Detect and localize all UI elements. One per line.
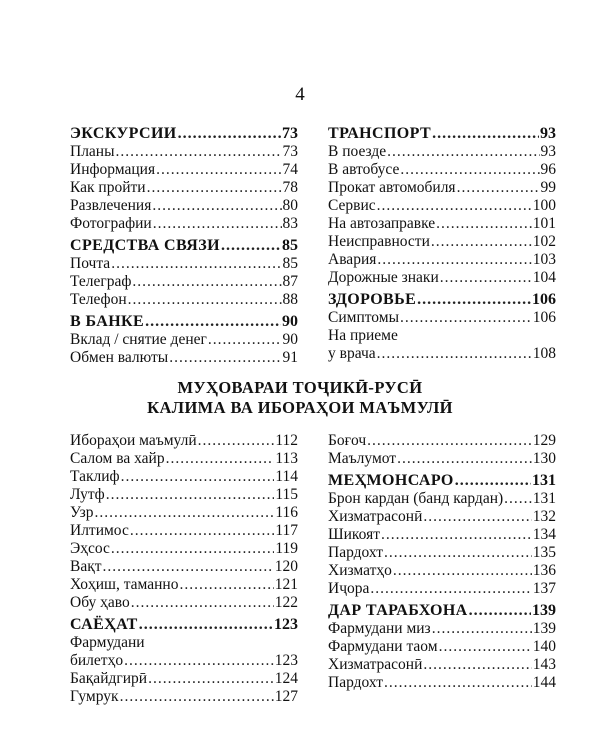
toc-entry-page: 144 — [532, 674, 556, 691]
toc-entry — [328, 143, 556, 161]
toc-entry-title: Лутф — [70, 486, 105, 503]
dot-leader — [432, 125, 539, 143]
toc-entry — [328, 197, 556, 215]
dot-leader — [156, 161, 281, 179]
dot-leader — [120, 688, 274, 706]
toc-entry-title: Информация — [70, 161, 156, 178]
toc-entry-title: Маълумот — [328, 450, 397, 467]
dot-leader — [103, 558, 274, 576]
toc-entry-title: Фотографии — [70, 215, 152, 232]
toc-entry-title: Сервис — [328, 197, 376, 214]
toc-entry-page: 123 — [274, 616, 298, 633]
toc-entry — [70, 331, 298, 349]
toc-entry-page: 102 — [532, 233, 556, 250]
toc-entry-title: Гумрук — [70, 688, 119, 705]
toc-entry — [70, 486, 298, 504]
toc-section-heading — [328, 125, 556, 143]
toc-entry — [328, 215, 556, 233]
dot-leader — [439, 638, 532, 656]
toc-entry — [70, 558, 298, 576]
dot-leader — [198, 432, 275, 450]
toc-entry — [70, 594, 298, 612]
toc-entry-title: у врача — [328, 345, 376, 362]
toc-entry — [328, 269, 556, 287]
toc-entry — [70, 504, 298, 522]
toc-entry — [328, 309, 556, 327]
toc-entry-title: Брон кардан (банд кардан) — [328, 490, 504, 507]
toc-entry-page: 115 — [275, 486, 298, 503]
toc-entry-title: САЁҲАТ — [70, 616, 138, 633]
toc-entry — [70, 291, 298, 309]
dot-leader — [432, 620, 532, 638]
dot-leader — [106, 486, 275, 504]
toc-entry — [328, 161, 556, 179]
toc-entry-title: Хизматрасонӣ — [328, 508, 423, 525]
toc-entry — [70, 634, 298, 652]
toc-entry-title: Пардохт — [328, 674, 384, 691]
toc-entry — [328, 544, 556, 562]
dot-leader — [166, 450, 275, 468]
toc-entry — [328, 345, 556, 363]
dot-leader — [128, 291, 282, 309]
toc-entry-title: Симптомы — [328, 309, 399, 326]
toc-entry-page: 99 — [540, 179, 556, 196]
toc-entry-title: ТРАНСПОРТ — [328, 125, 432, 142]
toc-entry-page: 106 — [532, 309, 556, 326]
dot-leader — [178, 125, 281, 143]
toc-entry — [70, 197, 298, 215]
dot-leader — [381, 526, 532, 544]
toc-entry — [328, 251, 556, 269]
dot-leader — [397, 450, 532, 468]
toc-entry-title: На приеме — [328, 327, 398, 344]
toc-section-heading — [70, 616, 298, 634]
toc-entry-page: 131 — [532, 490, 556, 507]
dot-leader — [457, 179, 540, 197]
toc-entry-title: Почта — [70, 255, 111, 272]
toc-section-heading — [328, 291, 556, 309]
toc-entry-page: 96 — [540, 161, 556, 178]
toc-entry — [328, 508, 556, 526]
toc-entry — [70, 349, 298, 367]
toc-entry-page: 85 — [282, 237, 298, 254]
dot-leader — [384, 674, 532, 692]
toc-entry-page: 127 — [274, 688, 298, 705]
dot-leader — [377, 345, 532, 363]
toc-entry-title: Вақт — [70, 558, 102, 575]
toc-entry-title: В автобусе — [328, 161, 400, 178]
toc-top-right-column — [328, 125, 556, 363]
toc-entry-title: Фармудани — [70, 634, 145, 651]
toc-entry-title: Развлечения — [70, 197, 152, 214]
toc-entry-page: 119 — [275, 540, 298, 557]
toc-entry-page: 130 — [532, 450, 556, 467]
dot-leader — [377, 251, 531, 269]
toc-entry-page: 132 — [532, 508, 556, 525]
dot-leader — [221, 237, 281, 255]
toc-entry-title: Салом ва хайр — [70, 450, 165, 467]
dot-leader — [124, 652, 274, 670]
toc-bottom-right-column — [328, 432, 556, 692]
toc-entry-page: 100 — [532, 197, 556, 214]
dot-leader — [367, 432, 532, 450]
dot-leader — [400, 309, 532, 327]
toc-entry — [70, 688, 298, 706]
toc-entry — [328, 432, 556, 450]
toc-entry-page: 90 — [282, 313, 298, 330]
toc-entry-page: 87 — [282, 273, 298, 290]
toc-entry — [328, 638, 556, 656]
toc-entry-page: 103 — [532, 251, 556, 268]
toc-entry-title: ЭКСКУРСИИ — [70, 125, 177, 142]
toc-entry-page: 117 — [275, 522, 298, 539]
dot-leader — [384, 544, 532, 562]
toc-entry-page: 139 — [532, 620, 556, 637]
toc-entry-page: 78 — [282, 179, 298, 196]
toc-entry — [328, 526, 556, 544]
toc-entry-title: Дорожные знаки — [328, 269, 439, 286]
toc-entry-page: 104 — [532, 269, 556, 286]
toc-entry — [328, 580, 556, 598]
toc-entry — [70, 450, 298, 468]
toc-entry-page: 80 — [282, 197, 298, 214]
toc-entry — [328, 620, 556, 638]
dot-leader — [208, 331, 282, 349]
section-title-line-2: КАЛИМА ВА ИБОРАҲОИ МАЪМУЛӢ — [147, 398, 453, 417]
toc-entry-page: 135 — [532, 544, 556, 561]
toc-entry-title: Как пройти — [70, 179, 146, 196]
dot-leader — [145, 313, 281, 331]
toc-entry-title: Эҳсос — [70, 540, 110, 557]
toc-entry-page: 124 — [274, 670, 298, 687]
toc-entry-title: Таклиф — [70, 468, 120, 485]
toc-entry-page: 88 — [282, 291, 298, 308]
dot-leader — [132, 273, 281, 291]
toc-section-heading — [70, 313, 298, 331]
toc-entry — [328, 179, 556, 197]
toc-entry — [70, 255, 298, 273]
toc-entry-page: 120 — [274, 558, 298, 575]
toc-entry-page: 90 — [282, 331, 298, 348]
toc-entry-title: Фармудани миз — [328, 620, 431, 637]
toc-entry-title: Ибораҳои маъмулӣ — [70, 432, 197, 449]
dot-leader — [147, 179, 282, 197]
toc-entry-title: ДАР ТАРАБХОНА — [328, 602, 468, 619]
toc-entry-title: билетҳо — [70, 652, 124, 669]
toc-entry-title: Хоҳиш, таманно — [70, 576, 179, 593]
dot-leader — [417, 291, 531, 309]
dot-leader — [169, 349, 281, 367]
toc-entry — [70, 432, 298, 450]
toc-entry-page: 121 — [274, 576, 298, 593]
toc-entry-page: 143 — [532, 656, 556, 673]
toc-entry-title: Обу ҳаво — [70, 594, 130, 611]
toc-entry-title: ЗДОРОВЬЕ — [328, 291, 417, 308]
toc-entry — [70, 468, 298, 486]
toc-entry-page: 114 — [275, 468, 298, 485]
toc-entry-page: 137 — [532, 580, 556, 597]
toc-entry — [328, 327, 556, 345]
toc-entry-page: 73 — [282, 125, 298, 142]
dot-leader — [153, 215, 282, 233]
dot-leader — [393, 562, 532, 580]
toc-entry-title: Телефон — [70, 291, 127, 308]
toc-entry — [328, 674, 556, 692]
toc-entry-page: 139 — [532, 602, 556, 619]
dot-leader — [387, 143, 539, 161]
toc-entry — [328, 450, 556, 468]
toc-entry — [70, 540, 298, 558]
toc-entry — [328, 490, 556, 508]
toc-entry-page: 140 — [532, 638, 556, 655]
toc-entry — [70, 215, 298, 233]
toc-entry-title: Бақайдгирӣ — [70, 670, 148, 687]
toc-entry — [70, 522, 298, 540]
toc-entry-page: 122 — [274, 594, 298, 611]
toc-entry-title: На автозаправке — [328, 215, 436, 232]
dot-leader — [116, 143, 282, 161]
toc-entry-page: 85 — [282, 255, 298, 272]
toc-entry — [70, 652, 298, 670]
toc-entry-page: 74 — [282, 161, 298, 178]
toc-entry-page: 93 — [540, 125, 556, 142]
toc-entry-page: 134 — [532, 526, 556, 543]
toc-entry — [328, 233, 556, 251]
toc-entry-title: Фармудани таом — [328, 638, 438, 655]
dot-leader — [370, 580, 531, 598]
toc-entry-page: 73 — [282, 143, 298, 160]
toc-bottom-left-column — [70, 432, 298, 706]
dot-leader — [469, 602, 531, 620]
toc-entry-page: 108 — [532, 345, 556, 362]
dot-leader — [377, 197, 532, 215]
toc-entry-page: 129 — [532, 432, 556, 449]
dot-leader — [111, 540, 274, 558]
dot-leader — [436, 215, 532, 233]
toc-entry — [328, 656, 556, 674]
toc-entry-title: В БАНКЕ — [70, 313, 145, 330]
toc-entry-page: 112 — [275, 432, 298, 449]
toc-entry-page: 91 — [282, 349, 298, 366]
dot-leader — [130, 522, 274, 540]
toc-entry-page: 83 — [282, 215, 298, 232]
toc-entry-title: СРЕДСТВА СВЯЗИ — [70, 237, 220, 254]
toc-entry-title: Илтимос — [70, 522, 129, 539]
toc-section-heading — [328, 602, 556, 620]
dot-leader — [440, 269, 532, 287]
toc-entry-title: Иҷора — [328, 580, 370, 597]
toc-section-heading — [70, 125, 298, 143]
page-number: 4 — [295, 84, 305, 105]
toc-entry-title: Неисправности — [328, 233, 430, 250]
toc-entry — [70, 273, 298, 291]
toc-entry-title: Шикоят — [328, 526, 381, 543]
toc-entry-title: Телеграф — [70, 273, 132, 290]
dot-leader — [423, 656, 531, 674]
toc-entry — [328, 562, 556, 580]
toc-entry — [70, 143, 298, 161]
toc-entry-title: Прокат автомобиля — [328, 179, 456, 196]
toc-entry-title: Авария — [328, 251, 377, 268]
toc-entry-title: Обмен валюты — [70, 349, 169, 366]
toc-section-heading — [328, 472, 556, 490]
toc-entry-title: Вклад / снятие денег — [70, 331, 207, 348]
toc-entry-title: Пардохт — [328, 544, 384, 561]
toc-entry-title: Боғоч — [328, 432, 367, 449]
toc-entry — [70, 576, 298, 594]
dot-leader — [179, 576, 273, 594]
dot-leader — [111, 255, 281, 273]
toc-entry-title: Хизматҳо — [328, 562, 392, 579]
dot-leader — [431, 233, 532, 251]
dot-leader — [139, 616, 273, 634]
dot-leader — [423, 508, 531, 526]
toc-entry — [70, 670, 298, 688]
toc-entry-page: 136 — [532, 562, 556, 579]
toc-entry-page: 93 — [540, 143, 556, 160]
dot-leader — [152, 197, 281, 215]
dot-leader — [131, 594, 274, 612]
toc-entry-title: Планы — [70, 143, 115, 160]
toc-entry-title: Узр — [70, 504, 94, 521]
dot-leader — [121, 468, 275, 486]
dot-leader — [148, 670, 274, 688]
section-title-line-1: МУҲОВАРАИ ТОҶИКӢ-РУСӢ — [177, 378, 423, 397]
dot-leader — [504, 490, 532, 508]
toc-entry-page: 123 — [274, 652, 298, 669]
toc-top-left-column — [70, 125, 298, 367]
toc-entry-page: 101 — [532, 215, 556, 232]
toc-section-heading — [70, 237, 298, 255]
dot-leader — [455, 472, 531, 490]
toc-entry-page: 116 — [275, 504, 298, 521]
toc-entry — [70, 161, 298, 179]
toc-entry-title: В поезде — [328, 143, 387, 160]
toc-entry-title: Хизматрасонӣ — [328, 656, 423, 673]
dot-leader — [400, 161, 539, 179]
toc-entry — [70, 179, 298, 197]
toc-entry-page: 106 — [532, 291, 556, 308]
toc-entry-page: 113 — [275, 450, 298, 467]
toc-entry-title: МЕҲМОНСАРО — [328, 472, 454, 489]
dot-leader — [95, 504, 275, 522]
toc-entry-page: 131 — [532, 472, 556, 489]
